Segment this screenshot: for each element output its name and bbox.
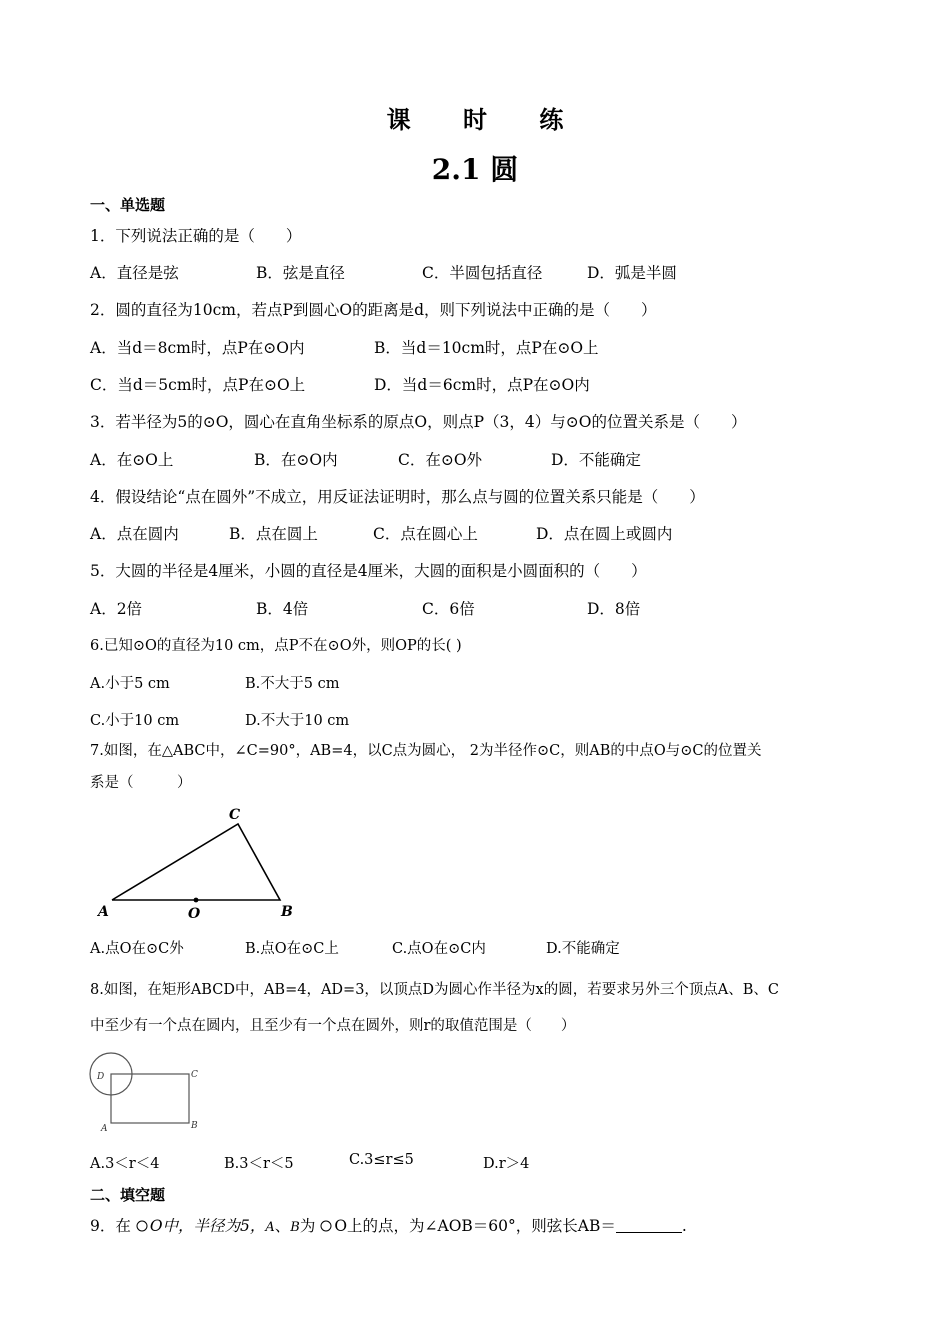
question-5-option-d: D．8倍: [587, 600, 641, 618]
question-7-option-a: A.点O在⊙C外: [90, 941, 184, 957]
question-7-stem-line-2: 系是（ ）: [90, 775, 192, 791]
point-b-symbol: B: [290, 1220, 300, 1235]
vertex-a-label: A: [101, 1124, 108, 1134]
vertex-b-label: B: [191, 1121, 198, 1131]
question-2-stem: 2．圆的直径为10cm，若点P到圆心O的距离是d，则下列说法中正确的是（ ）: [90, 301, 657, 319]
question-4-option-d: D．点在圆上或圆内: [536, 525, 673, 543]
question-1-option-b: B．弦是直径: [256, 264, 345, 282]
question-7-stem-line-1: 7.如图，在△ABC中，∠C=90°，AB=4，以C点为圆心， 2为半径作⊙C，则AB的中点O与⊙C的位置关: [90, 743, 762, 759]
question-1-option-d: D．弧是半圆: [587, 264, 677, 282]
question-9-part-8: .: [681, 1217, 687, 1235]
question-2-option-a: A．当d＝8cm时，点P在⊙O内: [90, 339, 305, 357]
question-8-option-b: B.3＜r＜5: [224, 1156, 294, 1172]
question-6-stem: 6.已知⊙O的直径为10 cm，点P不在⊙O外，则OP的长( ): [90, 638, 462, 654]
question-8-stem-line-1: 8.如图，在矩形ABCD中，AB=4，AD=3，以顶点D为圆心作半径为x的圆，若要求另外三个顶点A、B、C: [90, 982, 779, 998]
question-1-option-a: A．直径是弦: [90, 264, 179, 282]
question-5-option-a: A．2倍: [90, 600, 143, 618]
question-3-stem: 3．若半径为5的⊙O，圆心在直角坐标系的原点O，则点P（3，4）与⊙O的位置关系是（ ）: [90, 413, 747, 431]
question-2-option-c: C．当d＝5cm时，点P在⊙O上: [90, 376, 306, 394]
question-8-option-d: D.r＞4: [483, 1156, 530, 1172]
point-a-symbol: A: [265, 1220, 275, 1235]
question-9-part-1: 9．在: [90, 1217, 131, 1235]
question-3-option-a: A．在⊙O上: [90, 451, 174, 469]
question-1-option-c: C．半圆包括直径: [422, 264, 543, 282]
section-heading-fill-in: 二、填空题: [90, 1186, 166, 1204]
question-2-option-b: B．当d＝10cm时，点P在⊙O上: [374, 339, 599, 357]
vertex-b-label: B: [281, 904, 293, 920]
question-5-stem: 5．大圆的半径是4厘米，小圆的直径是4厘米，大圆的面积是小圆面积的（ ）: [90, 562, 647, 580]
question-8-option-c: C.3≤r≤5: [349, 1152, 414, 1168]
question-5-option-c: C．6倍: [422, 600, 475, 618]
vertex-c-label: C: [229, 807, 241, 823]
vertex-c-label: C: [191, 1070, 198, 1080]
question-4-option-a: A．点在圆内: [90, 525, 179, 543]
page-subtitle: 2.1 圆: [431, 153, 519, 186]
question-5-option-b: B．4倍: [256, 600, 309, 618]
question-3-option-d: D．不能确定: [551, 451, 641, 469]
question-6-option-c: C.小于10 cm: [90, 713, 180, 729]
question-7-option-d: D.不能确定: [546, 941, 620, 957]
question-1-stem: 1．下列说法正确的是（ ）: [90, 227, 302, 245]
question-8-stem-line-2: 中至少有一个点在圆内，且至少有一个点在圆外，则r的取值范围是（ ）: [90, 1018, 576, 1034]
point-o-label: O: [188, 906, 201, 922]
question-3-option-b: B．在⊙O内: [254, 451, 338, 469]
question-7-option-b: B.点O在⊙C上: [245, 941, 339, 957]
question-9-part-7: O上的点，为∠AOB＝60°，则弦长AB＝: [334, 1217, 616, 1235]
vertex-a-label: A: [98, 904, 109, 920]
question-6-option-d: D.不大于10 cm: [245, 713, 350, 729]
question-9-part-6: 为: [299, 1217, 316, 1235]
question-4-option-b: B．点在圆上: [229, 525, 318, 543]
rectangle-figure: [88, 1046, 218, 1136]
triangle-abc-shape: [112, 824, 280, 900]
rectangle-abcd-shape: [111, 1074, 189, 1123]
question-6-option-a: A.小于5 cm: [90, 676, 170, 692]
page-title: 课 时 练: [386, 105, 586, 134]
midpoint-o-dot: [194, 898, 199, 903]
vertex-d-label: D: [97, 1072, 105, 1082]
question-3-option-c: C．在⊙O外: [398, 451, 483, 469]
question-7-option-c: C.点O在⊙C内: [392, 941, 486, 957]
question-8-option-a: A.3＜r＜4: [90, 1156, 160, 1172]
question-4-option-c: C．点在圆心上: [373, 525, 478, 543]
answer-blank[interactable]: [616, 1218, 682, 1233]
question-9-part-4: 、: [274, 1217, 291, 1235]
triangle-figure: [88, 798, 308, 923]
question-2-option-d: D．当d＝6cm时，点P在⊙O内: [374, 376, 590, 394]
question-9-stem: [90, 1214, 687, 1236]
question-4-stem: 4．假设结论“点在圆外”不成立，用反证法证明时，那么点与圆的位置关系只能是（ ）: [90, 488, 705, 506]
question-9-part-2: O中，半径为5，: [149, 1217, 266, 1235]
section-heading-single-choice: 一、单选题: [90, 196, 166, 214]
question-6-option-b: B.不大于5 cm: [245, 676, 340, 692]
